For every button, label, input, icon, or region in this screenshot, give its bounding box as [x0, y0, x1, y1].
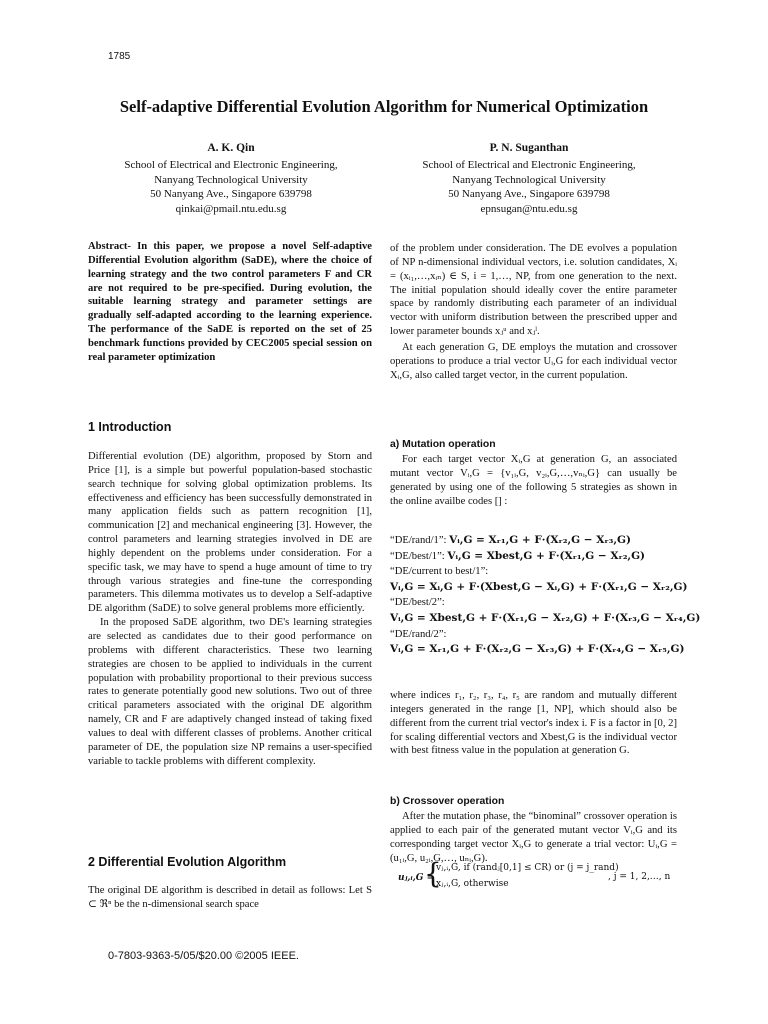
author-university: Nanyang Technological University [154, 173, 308, 186]
paragraph: Differential evolution (DE) algorithm, proposed by Storn and Price [1], is a simple but powerful population-based stochastic search technique for solving global optimization problems. Its effectiveness and efficiency has been successfully demonstrated in many application fields such as pattern recognition [1], communication [2] and mechanical engineering [3]. However, the control parameters and learning strategies involved in DE are highly dependent on the problems under consideration. For a specific task, we may have to spend a huge amount of time to try through various strategies and fine-tune the corresponding parameters. This dilemma motivates us to develop a Self-adaptive DE algorithm (SaDE) to solve general problems more efficiently. [88, 451, 372, 615]
subheading-mutation: a) Mutation operation [390, 439, 496, 450]
strategy-equation: Vᵢ,G = Xᵣ₁,G + F·(Xᵣ₂,G − Xᵣ₃,G) + F·(Xᵣ₄,G − Xᵣ₅,G) [390, 643, 685, 656]
strategy-label: “DE/best/1”: [390, 550, 448, 562]
paper-title: Self-adaptive Differential Evolution Algorithm for Numerical Optimization [119, 97, 649, 116]
author-block-1 [100, 141, 362, 216]
author-affiliation: School of Electrical and Electronic Engineering, [422, 159, 636, 172]
right-column-intro [390, 242, 677, 382]
strategy-label: “DE/current to best/1”: [390, 566, 489, 578]
section-heading-introduction: 1 Introduction [88, 420, 172, 434]
formula-case-1: vⱼ,ᵢ,G, if (randⱼ[0,1] ≤ CR) or (j = j_rand) [436, 863, 619, 873]
author-affiliation: School of Electrical and Electronic Engineering, [124, 159, 338, 172]
strategy-line [390, 580, 688, 596]
author-university: Nanyang Technological University [452, 173, 606, 186]
author-name: A. K. Qin [207, 142, 255, 154]
strategy-equation: Vᵢ,G = Xbest,G + F·(Xᵣ₁,G − Xᵣ₂,G) + F·(Xᵣ₃,G − Xᵣ₄,G) [390, 611, 701, 624]
formula-index-range: , j = 1, 2,…, n [608, 872, 671, 882]
strategy-line [390, 564, 680, 580]
paragraph: In the proposed SaDE algorithm, two DE's learning strategies are selected as candidates due to their good performance on problems with different characteristics. These two learning strategies are chosen to be applied to individuals in the current population with probability proportional to their previous success rates to generate potentially good new solutions. Two out of three critical parameters associated with the original DE algorithm namely, CR and F are adaptively changed instead of taking fixed values to deal with different classes of problems. Another critical parameter of DE, the population size NP remains a user-specified variable to tackle problems with different complexity. [88, 617, 372, 767]
paragraph: For each target vector Xᵢ,G at generation G, an associated mutant vector Vᵢ,G = {v₁ᵢ,G, v₂ᵢ,G,…,vₙᵢ,G} can usually be generated by using one of the following 5 strategies as shown in the online availbe codes [] : [390, 454, 677, 507]
formula-case-2: xⱼ,ᵢ,G, otherwise [436, 879, 509, 889]
strategy-list [390, 533, 701, 658]
abstract: Abstract- In this paper, we propose a novel Self-adaptive Differential Evolution algorithm (SaDE), where the choice of learning strategy and the two control parameters F and CR are not required to be pre-specified. During evolution, the suitable learning strategy and parameter settings are gradually self-adapted according to the learning experience. The performance of the SaDE is reported on the set of 25 benchmark functions provided by CEC2005 special session on real parameter optimization [88, 241, 372, 363]
author-email: epnsugan@ntu.edu.sg [480, 202, 578, 215]
paragraph: The original DE algorithm is described in detail as follows: Let S ⊂ ℜⁿ be the n-dimensional search space [88, 885, 372, 910]
author-address: 50 Nanyang Ave., Singapore 639798 [150, 188, 312, 201]
subheading-crossover: b) Crossover operation [390, 796, 505, 807]
introduction-body [88, 450, 372, 768]
brace-symbol: { [424, 857, 442, 890]
strategy-line [390, 549, 680, 565]
author-block-2 [398, 141, 660, 216]
strategy-line [390, 627, 680, 643]
strategy-line [390, 611, 701, 627]
author-address: 50 Nanyang Ave., Singapore 639798 [448, 188, 610, 201]
section-heading-de-algorithm: 2 Differential Evolution Algorithm [88, 855, 287, 869]
strategy-label: “DE/rand/1”: [390, 535, 450, 546]
strategy-label: “DE/best/2”: [390, 597, 445, 609]
strategy-label: “DE/rand/2”: [390, 628, 447, 640]
formula-lhs: uⱼ,ᵢ,G = [398, 873, 435, 883]
strategy-line [390, 642, 685, 658]
page-number: 1785 [108, 51, 131, 62]
author-email: qinkai@pmail.ntu.edu.sg [175, 202, 287, 215]
strategy-equation: Vᵢ,G = Xᵣ₁,G + F·(Xᵣ₂,G − Xᵣ₃,G) [449, 534, 631, 546]
strategy-equation: Vᵢ,G = Xᵢ,G + F·(Xbest,G − Xᵢ,G) + F·(Xᵣ₁,G − Xᵣ₂,G) [390, 580, 688, 593]
strategy-equation: Vᵢ,G = Xbest,G + F·(Xᵣ₁,G − Xᵣ₂,G) [447, 549, 646, 562]
paragraph: At each generation G, DE employs the mutation and crossover operations to produce a trial vector Uᵢ,G for each individual vector Xᵢ,G, also called target vector, in the current population. [390, 341, 677, 381]
paragraph: of the problem under consideration. The DE evolves a population of NP n-dimensional individual vectors, i.e. solution candidates, Xᵢ = (xᵢ₁,…,xᵢₙ) ∈ S, i = 1,…, NP, from one generation to the next. The initial population should ideally cover the entire parameter space by randomly distributing each parameter of an individual vector with uniform distribution between the prescribed upper and lower parameter bounds xⱼᵘ and xⱼˡ. [390, 243, 677, 338]
strategy-line [390, 595, 680, 611]
strategy-line [390, 533, 680, 549]
mutation-paragraph [390, 453, 677, 508]
strategy-explanation: where indices r₁, r₂, r₃, r₄, r₅ are random and mutually different integers generated in the range [1, NP], which should also be different from the current trial vector's index i. F is a factor in [0, 2] for scaling differential vectors and Xbest,G is the individual vector with best fitness value in the population at generation G. [390, 690, 677, 757]
author-name: P. N. Suganthan [489, 142, 569, 154]
copyright-footer: 0-7803-9363-5/05/$20.00 ©2005 IEEE. [108, 950, 299, 962]
paragraph: After the mutation phase, the “binominal” crossover operation is applied to each pair of the generated mutant vector Vᵢ,G and its corresponding target vector Xᵢ,G to generate a trial vector: Uᵢ,G = (u₁ᵢ,G, u₂ᵢ,G,…, uₙᵢ,G). [390, 811, 677, 864]
